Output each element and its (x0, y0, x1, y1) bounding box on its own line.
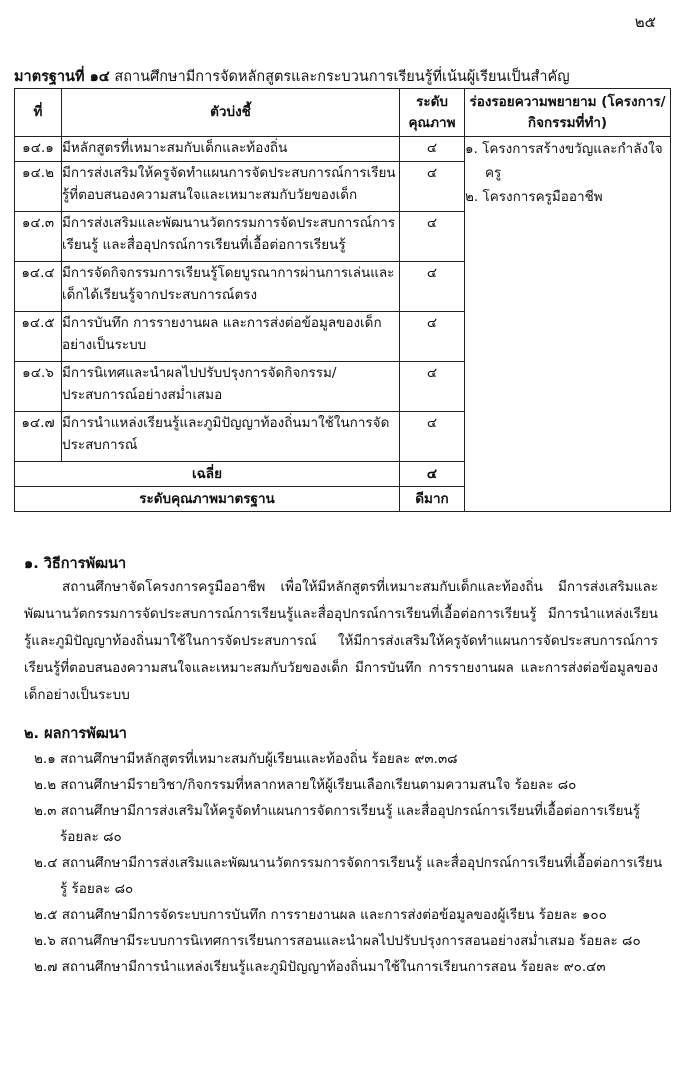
standard-label: มาตรฐานที่ ๑๔ (14, 69, 110, 85)
row-level: ๔ (400, 412, 465, 462)
indicator-table (14, 88, 671, 512)
list-item: ๒.๓ สถานศึกษามีการส่งเสริมให้ครูจัดทำแผนการจัดการเรียนรู้ และสื่ออุปกรณ์การเรียนที่เอื้อต่อการเรียนรู้ ร้อยละ ๘๐ (34, 803, 640, 845)
results-list (34, 746, 664, 980)
row-level: ๔ (400, 137, 465, 162)
table-row (15, 137, 671, 162)
row-indicator: มีการนำแหล่งเรียนรู้และภูมิปัญญาท้องถิ่นมาใช้ในการจัดประสบการณ์ (62, 412, 400, 462)
row-level: ๔ (400, 212, 465, 262)
header-indicator: ตัวบ่งชี้ (62, 89, 400, 137)
standard-title (14, 68, 674, 86)
header-level: ระดับคุณภาพ (400, 89, 465, 137)
row-number: ๑๔.๖ (15, 362, 62, 412)
methods-paragraph: สถานศึกษาจัดโครงการครูมืออาชีพ เพื่อให้มีหลักสูตรที่เหมาะสมกับเด็กและท้องถิ่น มีการส่งเสริมและพัฒนานวัตกรรมการจัดประสบการณ์การเรียนรู้และสื่ออุปกรณ์การเรียนที่เอื้อต่อการเรียนรู้ มีการนำแหล่งเรียนรู้และภูมิปัญญาท้องถิ่นมาใช้ในการจัดประสบการณ์ ให้มีการส่งเสริมให้ครูจัดทำแผนการจัดประสบการณ์การเรียนรู้ที่ตอบสนองความสนใจและเหมาะสมกับวัยของเด็ก มีการบันทึก การรายงานผล และการส่งต่อข้อมูลของเด็กอย่างเป็นระบบ (24, 579, 658, 703)
trace-cell (465, 137, 671, 512)
row-number: ๑๔.๓ (15, 212, 62, 262)
trace-item: ๑. โครงการสร้างขวัญและกำลังใจครู (465, 141, 663, 181)
trace-item: ๒. โครงการครูมืออาชีพ (465, 189, 603, 205)
list-item: ๒.๔ สถานศึกษามีการส่งเสริมและพัฒนานวัตกรรมการจัดการเรียนรู้ และสื่ออุปกรณ์การเรียนที่เอื้อต่อการเรียนรู้ ร้อยละ ๘๐ (34, 855, 663, 897)
average-value: ๔ (400, 462, 465, 487)
standard-text: สถานศึกษามีการจัดหลักสูตรและกระบวนการเรียนรู้ที่เน้นผู้เรียนเป็นสำคัญ (114, 69, 570, 85)
row-number: ๑๔.๒ (15, 162, 62, 212)
quality-value: ดีมาก (400, 487, 465, 512)
row-number: ๑๔.๕ (15, 312, 62, 362)
list-item: ๒.๒ สถานศึกษามีรายวิชา/กิจกรรมที่หลากหลายให้ผู้เรียนเลือกเรียนตามความสนใจ ร้อยละ ๘๐ (34, 777, 577, 793)
row-indicator: มีหลักสูตรที่เหมาะสมกับเด็กและท้องถิ่น (62, 137, 400, 162)
section-heading-methods: ๑. วิธีการพัฒนา (24, 556, 127, 572)
row-number: ๑๔.๗ (15, 412, 62, 462)
header-no: ที่ (15, 89, 62, 137)
row-number: ๑๔.๔ (15, 262, 62, 312)
list-item: ๒.๕ สถานศึกษามีการจัดระบบการบันทึก การรายงานผล และการส่งต่อข้อมูลของผู้เรียน ร้อยละ ๑๐๐ (34, 907, 607, 923)
section-heading-results: ๒. ผลการพัฒนา (24, 726, 127, 742)
list-item: ๒.๗ สถานศึกษามีการนำแหล่งเรียนรู้และภูมิปัญญาท้องถิ่นมาใช้ในการเรียนการสอน ร้อยละ ๙๐.๔๓ (34, 959, 606, 975)
row-level: ๔ (400, 162, 465, 212)
quality-label: ระดับคุณภาพมาตรฐาน (15, 487, 400, 512)
page-number: ๒๕ (634, 13, 656, 31)
header-trace: ร่องรอยความพยายาม (โครงการ/กิจกรรมที่ทำ) (465, 89, 671, 137)
row-indicator: มีการส่งเสริมให้ครูจัดทำแผนการจัดประสบการณ์การเรียนรู้ที่ตอบสนองความสนใจและเหมาะสมกับวัยของเด็ก (62, 162, 400, 212)
list-item: ๒.๑ สถานศึกษามีหลักสูตรที่เหมาะสมกับผู้เรียนและท้องถิ่น ร้อยละ ๙๓.๓๘ (34, 751, 458, 767)
list-item: ๒.๖ สถานศึกษามีระบบการนิเทศการเรียนการสอนและนำผลไปปรับปรุงการสอนอย่างสม่ำเสมอ ร้อยละ ๘๐ (34, 933, 641, 949)
average-label: เฉลี่ย (15, 462, 400, 487)
row-level: ๔ (400, 312, 465, 362)
row-indicator: มีการจัดกิจกรรมการเรียนรู้โดยบูรณาการผ่านการเล่นและเด็กได้เรียนรู้จากประสบการณ์ตรง (62, 262, 400, 312)
row-level: ๔ (400, 262, 465, 312)
row-indicator: มีการส่งเสริมและพัฒนานวัตกรรมการจัดประสบการณ์การเรียนรู้ และสื่ออุปกรณ์การเรียนที่เอื้อต่อการเรียนรู้ (62, 212, 400, 262)
row-level: ๔ (400, 362, 465, 412)
row-indicator: มีการนิเทศและนำผลไปปรับปรุงการจัดกิจกรรม/ประสบการณ์อย่างสม่ำเสมอ (62, 362, 400, 412)
row-indicator: มีการบันทึก การรายงานผล และการส่งต่อข้อมูลของเด็กอย่างเป็นระบบ (62, 312, 400, 362)
row-number: ๑๔.๑ (15, 137, 62, 162)
